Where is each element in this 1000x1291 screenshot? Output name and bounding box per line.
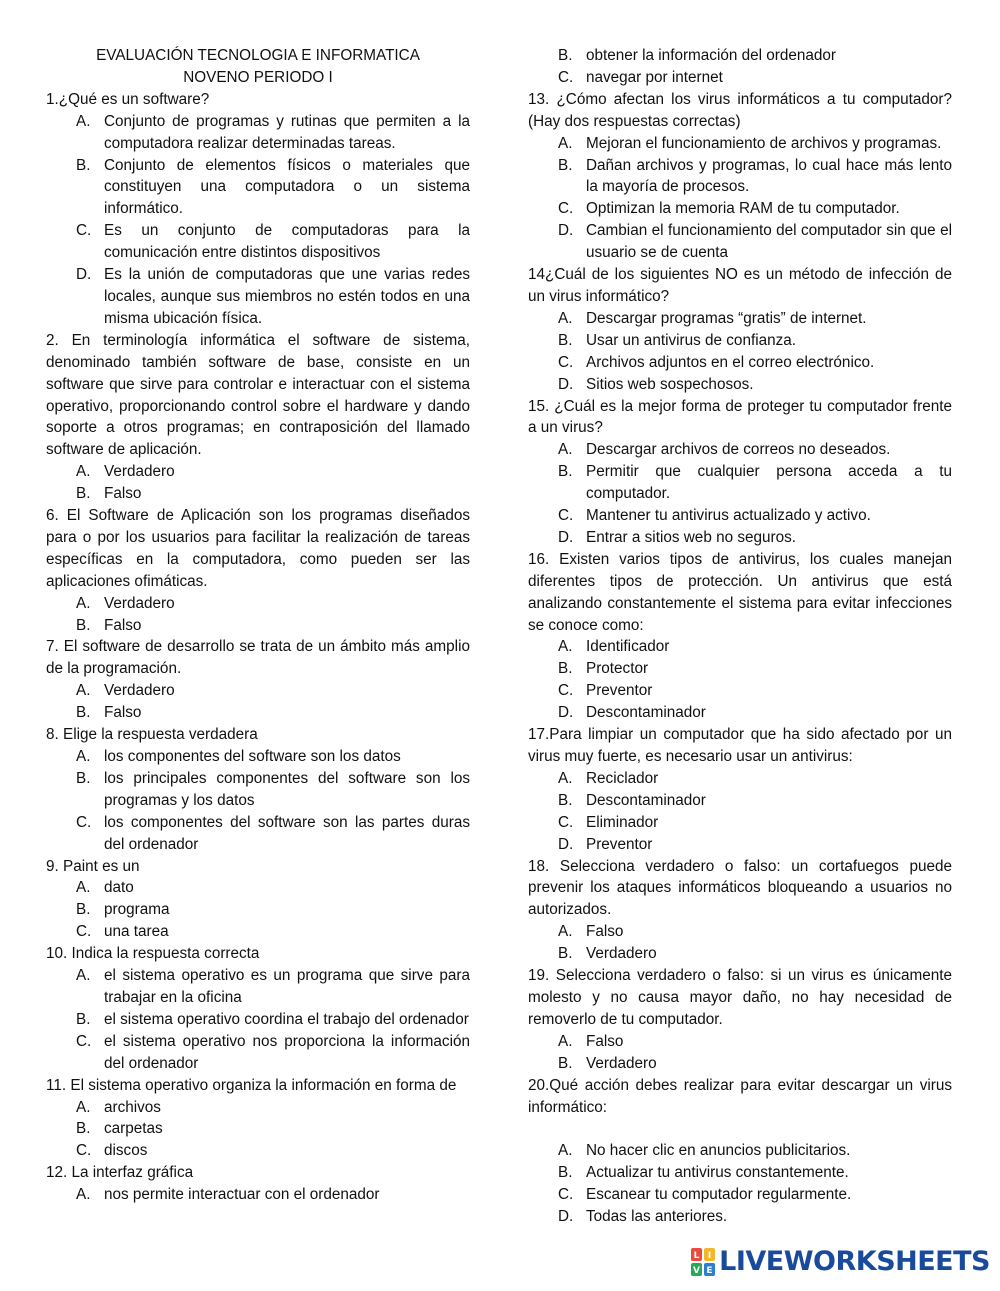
option-letter: B.	[558, 1054, 573, 1072]
option-letter: B.	[76, 156, 91, 174]
option-text: Preventor	[586, 682, 653, 700]
option-text: nos permite interactuar con el ordenador	[104, 1186, 380, 1204]
question-text: 17.Para limpiar un computador que ha sido afectado por un virus muy fuerte, es necesario usar un antivirus:	[528, 726, 952, 765]
answer-option	[528, 943, 952, 965]
option-text: Verdadero	[104, 682, 175, 700]
question-text: 13. ¿Cómo afectan los virus informáticos a tu computador? (Hay dos respuestas correctas)	[528, 90, 952, 130]
option-letter: D.	[558, 375, 574, 393]
question-text: 8. Elige la respuesta verdadera	[46, 726, 258, 744]
option-text: los componentes del software son las partes duras del ordenador	[104, 813, 470, 853]
option-letter: C.	[558, 507, 574, 525]
option-text: Sitios web sospechosos.	[586, 375, 754, 393]
answer-option	[528, 1031, 952, 1053]
option-text: los componentes del software son los datos	[104, 748, 401, 765]
option-letter: A.	[558, 638, 573, 656]
option-letter: A.	[76, 879, 91, 897]
option-letter: B.	[558, 660, 573, 678]
answer-option	[528, 374, 952, 396]
option-text: Verdadero	[104, 463, 175, 481]
option-text: Conjunto de programas y rutinas que permiten a la computadora realizar determinadas tareas.	[104, 112, 470, 152]
answer-option	[46, 1118, 470, 1140]
option-letter: B.	[558, 1164, 573, 1182]
option-letter: D.	[558, 704, 574, 722]
option-text: Archivos adjuntos en el correo electrónico.	[586, 353, 875, 371]
question-text: 6. El Software de Aplicación son los programas diseñados para o por los usuarios para facilitar la realización de tareas específicas en la computadora, como pueden ser las aplicaciones ofimáticas.	[46, 507, 470, 590]
answer-option	[528, 921, 952, 943]
option-letter: B.	[558, 156, 573, 174]
option-text: Es un conjunto de computadoras para la comunicación entre distintos dispositivos	[104, 222, 470, 262]
option-letter: A.	[558, 923, 573, 941]
svg-text:I: I	[707, 1250, 712, 1261]
question-text: 7. El software de desarrollo se trata de un ámbito más amplio de la programación.	[46, 638, 470, 678]
answer-option	[528, 680, 952, 702]
answer-option	[46, 1184, 470, 1206]
answer-option	[528, 352, 952, 374]
option-letter: C.	[558, 200, 574, 218]
option-letter: B.	[558, 47, 573, 64]
question-text: 10. Indica la respuesta correcta	[46, 945, 260, 963]
option-letter: B.	[558, 791, 573, 809]
option-letter: B.	[558, 331, 573, 349]
question-text: 16. Existen varios tipos de antivirus, los cuales manejan diferentes tipos de protección. Un antivirus que está analizando constantemente el sistema para evitar infecciones se conoce como:	[528, 550, 952, 634]
option-text: Verdadero	[586, 1054, 657, 1072]
option-text: Es la unión de computadoras que une varias redes locales, aunque sus miembros no estén todos en una misma ubicación física.	[104, 266, 470, 327]
question-text: 1.¿Qué es un software?	[46, 90, 210, 108]
answer-option	[46, 155, 470, 221]
answer-option	[528, 790, 952, 812]
option-letter: B.	[558, 945, 573, 963]
option-text: Descargar programas “gratis” de internet.	[586, 309, 867, 327]
option-text: Protector	[586, 660, 649, 678]
option-text: Permitir que cualquier persona acceda a tu computador.	[586, 463, 952, 503]
option-letter: A.	[558, 441, 573, 459]
option-text: Entrar a sitios web no seguros.	[586, 528, 797, 546]
option-text: Falso	[104, 485, 142, 503]
svg-text:E: E	[706, 1265, 713, 1276]
answer-option	[528, 527, 952, 549]
answer-option	[46, 1009, 470, 1031]
question-text: 20.Qué acción debes realizar para evitar descargar un virus informático:	[528, 1076, 952, 1116]
answer-option	[528, 133, 952, 155]
answer-option	[528, 45, 952, 67]
option-text: carpetas	[104, 1120, 163, 1138]
option-letter: B.	[76, 704, 91, 722]
option-text: una tarea	[104, 923, 169, 941]
answer-option	[528, 330, 952, 352]
option-text: Verdadero	[586, 945, 657, 963]
option-letter: C.	[558, 682, 574, 700]
option-text: No hacer clic en anuncios publicitarios.	[586, 1142, 851, 1160]
option-text: Verdadero	[104, 594, 175, 612]
option-text: Descontaminador	[586, 704, 706, 722]
option-letter: B.	[76, 485, 91, 503]
liveworksheets-mark-icon	[691, 1248, 715, 1276]
option-letter: C.	[76, 813, 92, 831]
right-column	[528, 45, 952, 1228]
option-letter: B.	[76, 769, 91, 787]
answer-option	[528, 636, 952, 658]
option-text: el sistema operativo coordina el trabajo del ordenador	[104, 1010, 469, 1028]
option-text: Falso	[586, 923, 624, 941]
option-letter: B.	[76, 901, 91, 919]
option-letter: D.	[558, 528, 574, 546]
answer-option	[528, 198, 952, 220]
answer-option	[528, 1184, 952, 1206]
question-text: 12. La interfaz gráfica	[46, 1164, 194, 1182]
liveworksheets-logo	[691, 1246, 990, 1277]
question-text: 19. Selecciona verdadero o falso: si un virus es únicamente molesto y no causa mayor daño, no hay necesidad de removerlo de tu computador.	[528, 967, 952, 1028]
option-letter: C.	[76, 1032, 92, 1050]
answer-option	[528, 1053, 952, 1075]
answer-option	[46, 768, 470, 812]
answer-option	[46, 680, 470, 702]
blank-line	[528, 1118, 952, 1140]
option-text: Todas las anteriores.	[586, 1208, 728, 1226]
question-text: 2. En terminología informática el software de sistema, denominado también software de base, consiste en un software que sirve para controlar e interactuar con el sistema operativo, proporcionando control sobre el hardware y dando soporte a otros programas; en contraposición del llamado software de aplicación.	[46, 331, 470, 459]
option-letter: C.	[558, 353, 574, 371]
answer-option	[46, 746, 470, 768]
option-text: discos	[104, 1142, 148, 1160]
option-text: Falso	[104, 704, 142, 722]
answer-option	[46, 1097, 470, 1119]
option-text: obtener la información del ordenador	[586, 47, 837, 64]
option-letter: D.	[558, 1208, 574, 1226]
option-text: los principales componentes del software son los programas y los datos	[104, 769, 470, 809]
option-letter: C.	[76, 222, 92, 240]
answer-option	[528, 1206, 952, 1228]
worksheet-subtitle: NOVENO PERIODO I	[183, 68, 333, 86]
option-text: Escanear tu computador regularmente.	[586, 1186, 852, 1204]
option-letter: A.	[558, 1142, 573, 1160]
option-letter: C.	[76, 1142, 92, 1160]
option-letter: A.	[558, 769, 573, 787]
option-letter: A.	[76, 967, 91, 985]
option-text: el sistema operativo es un programa que sirve para trabajar en la oficina	[104, 967, 470, 1006]
option-letter: D.	[76, 266, 92, 284]
option-text: Optimizan la memoria RAM de tu computador.	[586, 200, 900, 218]
answer-option	[46, 877, 470, 899]
worksheet-title: EVALUACIÓN TECNOLOGIA E INFORMATICA	[96, 47, 420, 64]
answer-option	[46, 1140, 470, 1162]
option-text: Falso	[586, 1032, 624, 1050]
answer-option	[528, 67, 952, 89]
option-text: Eliminador	[586, 813, 659, 831]
answer-option	[46, 965, 470, 1009]
option-letter: B.	[76, 1120, 91, 1138]
answer-option	[46, 220, 470, 264]
answer-option	[528, 461, 952, 505]
svg-text:V: V	[693, 1265, 701, 1276]
option-text: archivos	[104, 1098, 161, 1116]
option-letter: A.	[76, 682, 91, 700]
answer-option	[46, 111, 470, 155]
option-text: Mantener tu antivirus actualizado y activo.	[586, 507, 871, 525]
option-letter: C.	[76, 923, 92, 941]
option-letter: A.	[76, 1098, 91, 1116]
option-text: Conjunto de elementos físicos o materiales que constituyen una computadora o un sistema informático.	[104, 156, 470, 218]
option-text: Mejoran el funcionamiento de archivos y programas.	[586, 134, 942, 152]
option-letter: A.	[76, 112, 91, 130]
option-text: Reciclador	[586, 769, 659, 787]
svg-text:L: L	[693, 1250, 700, 1261]
option-letter: C.	[558, 68, 574, 86]
option-letter: A.	[76, 1186, 91, 1204]
option-text: navegar por internet	[586, 68, 723, 86]
option-letter: A.	[76, 463, 91, 481]
question-text: 14¿Cuál de los siguientes NO es un método de infección de un virus informático?	[528, 266, 952, 305]
answer-option	[46, 615, 470, 637]
option-text: Descargar archivos de correos no deseados.	[586, 441, 891, 459]
option-text: Preventor	[586, 835, 653, 853]
option-letter: D.	[558, 835, 574, 853]
option-letter: A.	[76, 748, 91, 765]
option-text: dato	[104, 879, 134, 897]
answer-option	[46, 483, 470, 505]
question-text: 9. Paint es un	[46, 857, 140, 875]
option-letter: A.	[558, 1032, 573, 1050]
question-text: 18. Selecciona verdadero o falso: un cortafuegos puede prevenir los ataques informáticos bloqueando a usuarios no autorizados.	[528, 857, 952, 919]
option-letter: A.	[558, 134, 573, 152]
question-text: 15. ¿Cuál es la mejor forma de proteger tu computador frente a un virus?	[528, 397, 952, 437]
answer-option	[528, 155, 952, 199]
answer-option	[46, 899, 470, 921]
answer-option	[46, 921, 470, 943]
liveworksheets-logo-text: LIVEWORKSHEETS	[719, 1246, 990, 1277]
option-letter: D.	[558, 222, 574, 240]
option-letter: B.	[76, 1010, 91, 1028]
option-text: programa	[104, 901, 170, 919]
option-text: Dañan archivos y programas, lo cual hace más lento la mayoría de procesos.	[586, 156, 952, 196]
answer-option	[46, 1031, 470, 1075]
option-text: Falso	[104, 616, 142, 634]
option-letter: C.	[558, 1186, 574, 1204]
option-text: el sistema operativo nos proporciona la información del ordenador	[104, 1032, 470, 1072]
option-letter: A.	[76, 594, 91, 612]
answer-option	[528, 220, 952, 264]
answer-option	[46, 461, 470, 483]
answer-option	[528, 439, 952, 461]
answer-option	[528, 308, 952, 330]
option-letter: C.	[558, 813, 574, 831]
answer-option	[528, 702, 952, 724]
option-letter: B.	[558, 463, 573, 481]
answer-option	[46, 593, 470, 615]
option-text: Descontaminador	[586, 791, 706, 809]
answer-option	[46, 264, 470, 330]
option-text: Usar un antivirus de confianza.	[586, 331, 797, 349]
left-column	[46, 45, 470, 1206]
question-text: 11. El sistema operativo organiza la información en forma de	[46, 1076, 457, 1094]
answer-option	[46, 702, 470, 724]
option-text: Identificador	[586, 638, 670, 656]
option-text: Actualizar tu antivirus constantemente.	[586, 1164, 849, 1182]
answer-option	[528, 812, 952, 834]
answer-option	[528, 768, 952, 790]
answer-option	[46, 812, 470, 856]
answer-option	[528, 1140, 952, 1162]
answer-option	[528, 658, 952, 680]
answer-option	[528, 505, 952, 527]
option-letter: B.	[76, 616, 91, 634]
option-text: Cambian el funcionamiento del computador sin que el usuario se de cuenta	[586, 222, 952, 262]
option-letter: A.	[558, 309, 573, 327]
answer-option	[528, 1162, 952, 1184]
answer-option	[528, 834, 952, 856]
